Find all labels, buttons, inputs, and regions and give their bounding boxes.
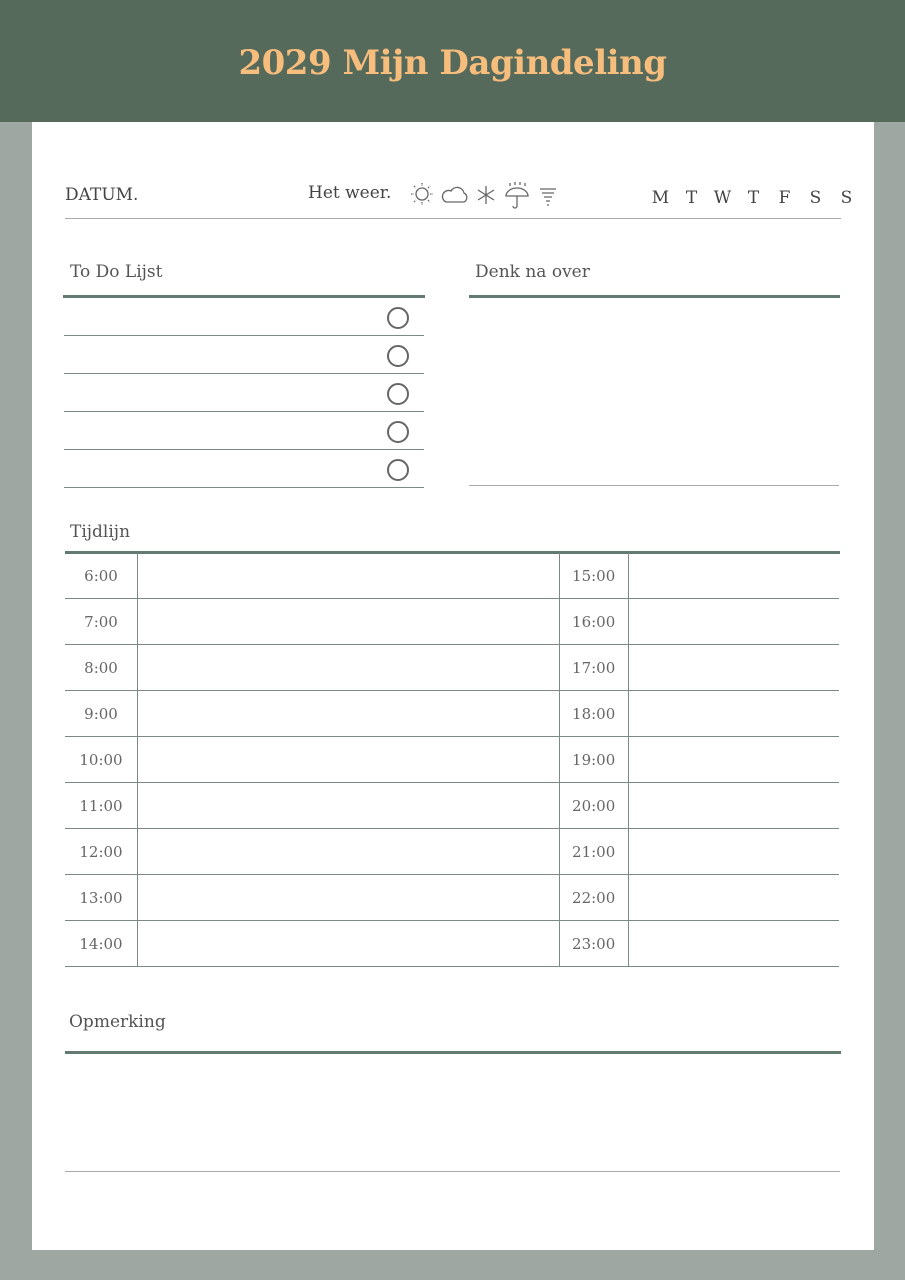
day-tue[interactable]: T [685, 188, 698, 208]
time-label: 17:00 [559, 645, 628, 691]
time-slot[interactable] [628, 921, 839, 967]
checkbox-circle-icon[interactable] [387, 421, 409, 443]
divider [469, 295, 840, 298]
planner-page [32, 122, 874, 1250]
time-label: 8:00 [65, 645, 138, 691]
time-slot[interactable] [628, 829, 839, 875]
time-slot[interactable] [628, 599, 839, 645]
cloud-icon[interactable] [442, 187, 466, 202]
timeline-title: Tijdlijn [70, 522, 131, 542]
time-slot[interactable] [628, 691, 839, 737]
checkbox-circle-icon[interactable] [387, 345, 409, 367]
tornado-icon[interactable] [540, 189, 556, 205]
time-slot[interactable] [138, 599, 560, 645]
day-sat[interactable]: S [809, 188, 822, 208]
timeline-row [65, 921, 839, 967]
think-area[interactable] [469, 307, 839, 486]
timeline-row [65, 875, 839, 921]
time-label: 23:00 [559, 921, 628, 967]
timeline-row [65, 599, 839, 645]
todo-item[interactable] [64, 374, 424, 412]
time-slot[interactable] [138, 737, 560, 783]
timeline-table [65, 553, 839, 967]
timeline-row [65, 691, 839, 737]
day-wed[interactable]: W [713, 188, 732, 208]
sun-icon[interactable] [411, 183, 433, 205]
divider [65, 1051, 841, 1054]
time-label: 10:00 [65, 737, 138, 783]
time-label: 16:00 [559, 599, 628, 645]
umbrella-icon[interactable] [506, 182, 528, 208]
checkbox-circle-icon[interactable] [387, 383, 409, 405]
time-label: 19:00 [559, 737, 628, 783]
notes-area[interactable] [65, 1057, 840, 1172]
notes-title: Opmerking [69, 1012, 166, 1032]
snowflake-icon[interactable] [478, 186, 494, 204]
time-label: 15:00 [559, 553, 628, 599]
divider [65, 218, 841, 219]
day-fri[interactable]: F [778, 188, 791, 208]
time-label: 13:00 [65, 875, 138, 921]
timeline-row [65, 645, 839, 691]
todo-title: To Do Lijst [70, 262, 163, 282]
todo-item[interactable] [64, 450, 424, 488]
timeline-row [65, 737, 839, 783]
time-label: 21:00 [559, 829, 628, 875]
time-slot[interactable] [138, 921, 560, 967]
todo-item[interactable] [64, 298, 424, 336]
weekday-selector[interactable] [645, 188, 862, 208]
todo-item[interactable] [64, 412, 424, 450]
time-slot[interactable] [628, 645, 839, 691]
day-thu[interactable]: T [747, 188, 760, 208]
think-title: Denk na over [475, 262, 590, 282]
time-slot[interactable] [138, 645, 560, 691]
time-label: 9:00 [65, 691, 138, 737]
time-label: 12:00 [65, 829, 138, 875]
time-slot[interactable] [628, 783, 839, 829]
time-slot[interactable] [138, 553, 560, 599]
time-slot[interactable] [138, 691, 560, 737]
checkbox-circle-icon[interactable] [387, 459, 409, 481]
time-label: 11:00 [65, 783, 138, 829]
time-slot[interactable] [628, 875, 839, 921]
time-label: 14:00 [65, 921, 138, 967]
time-slot[interactable] [138, 875, 560, 921]
day-mon[interactable]: M [651, 188, 670, 208]
todo-item[interactable] [64, 336, 424, 374]
time-label: 6:00 [65, 553, 138, 599]
time-slot[interactable] [138, 829, 560, 875]
time-label: 20:00 [559, 783, 628, 829]
header [0, 0, 905, 122]
timeline-row [65, 553, 839, 599]
date-label: DATUM. [65, 185, 139, 205]
time-label: 7:00 [65, 599, 138, 645]
time-slot[interactable] [628, 553, 839, 599]
time-slot[interactable] [628, 737, 839, 783]
timeline-row [65, 783, 839, 829]
checkbox-circle-icon[interactable] [387, 307, 409, 329]
timeline-row [65, 829, 839, 875]
day-sun[interactable]: S [840, 188, 853, 208]
weather-label: Het weer. [308, 183, 392, 203]
time-label: 22:00 [559, 875, 628, 921]
time-slot[interactable] [138, 783, 560, 829]
time-label: 18:00 [559, 691, 628, 737]
page-title: 2029 Mijn Dagindeling [238, 43, 667, 83]
